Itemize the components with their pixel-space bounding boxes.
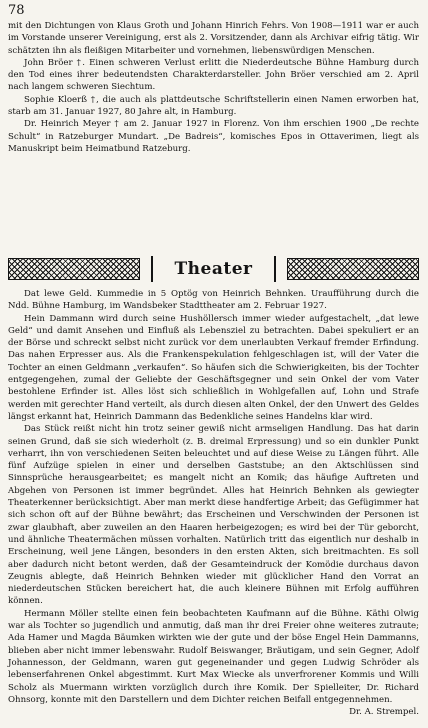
review-critique: Das Stück reißt nicht hin trotz seiner gewiß nicht armseligen Handlung. Das hat darin seinen Grund, daß sie sich wiederholt (z. B. dreimal Erpressung) und so ein dunkler Punkt verharrt, ihn von verschiedenen Seiten beleuchtet und auf diese Weise zu Längen führt. Alle fünf Aufzüge spielen in einer und derselben Gaststube; an den Aktschlüssen sind Sinnsprüche herausgearbeitet; es mangelt nicht an Komik; das häufige Auftreten und Abgehen von Personen ist immer begründet. Alles hat Heinrich Behnken als gewiegter Theaterkenner berücksichtigt. Aber man merkt diese handfertige Arbeit; das Gefügimmer hat sich schon oft auf der Bühne bewährt; das Erscheinen und Verschwinden der Personen ist zwar glaubhaft, aber zuweilen an den Haaren herbeigezogen; es wird bei der Tür geborcht, und ähnliche Theatermächen müssen vorhalten. Natürlich tritt das eigentlich nur deshalb in Erscheinung, weil jene Längen, besonders in den ersten Akten, sich breitmachten. Es soll aber dadurch nicht betont werden, daß der Gesamteindruck der Komödie durchaus davon Zeugnis ablegte, daß Heinrich Behnken wieder mit glücklicher Hand den Vorrat an niederdeutschen Stücken bereichert hat, die auch kleinere Bühnen mit Erfolg aufführen können. xyxy=(8,424,419,607)
review-signature: Dr. A. Strempel. xyxy=(349,707,419,718)
review-plot: Hein Dammann wird durch seine Hushöllersch immer wieder aufgestachelt, „dat lewe Geld“ und damit Ansehen und Einfluß als Lebensziel zu betrachten. Dabei spekuliert er an der Börse und schreckt selbst nicht zurück vor dem unerlaubten Verkauf fremder Erfindung. Das nahen Erpresser aus. Als die Frankenspekulation fehlgeschlagen ist, will der Vater die Tochter an einen Geldmann „verkaufen“. So häufen sich die Schwierigkeiten, bis der Tochter entgegengehen, zumal der Geliebte der Geschäftsgegner und sein Onkel der vom Vater bestohlene Erfinder ist. Alles löst sich schließlich in Wohlgefallen auf, Lohn und Strafe werden mit gerechter Hand verteilt, als durch diesen alten Onkel, der den Unwert des Geldes längst erkannt hat, Heinrich Dammann das Bedenkliche seines Handelns klar wird. xyxy=(8,313,419,422)
review-cast: Hermann Möller stellte einen fein beobachteten Kaufmann auf die Bühne. Käthi Olwig war als Tochter so jugendlich und anmutig, daß man ihr drei Freier ohne weiteres zutraute; Ada Hamer und Magda Bäumken wirkten wie der gute und der böse Engel Hein Dammanns, blieben aber nicht immer lebenswahr. Rudolf Beiswanger, Bräutigam, und sein Gegner, Adolf Johannesson, der Geldmann, waren gut gegeneinander und gegen Ludwig Schröder als lebenserfahrenen Onkel abgestimmt. Kurt Max Wiecke als unverfrorener Kommis und Willi Scholz als Muermann wirkten vorzüglich durch ihre Komik. Der Spielleiter, Dr. Richard Ohnsorg, konnte mit den Darstellern und dem Dichter reichen Beifall entgegennehmen. xyxy=(8,608,419,705)
obituary-heinrich-meyer: Dr. Heinrich Meyer † am 2. Januar 1927 in Florenz. Von ihm erschien 1900 „De rechte Schult“ in Ratzeburger Mundart. „De Badreis“, komisches Epos in Ottaverimen, liegt als Manuskript beim Heimatbund Ratzeburg. xyxy=(8,119,419,154)
obituary-sophie-kloerss: Sophie Kloerß †, die auch als plattdeutsche Schriftstellerin einen Namen erworben hat, starb am 31. Januar 1927, 80 Jahre alt, in Hamburg. xyxy=(8,94,419,118)
section-title: Theater xyxy=(151,256,277,282)
obituaries-section xyxy=(8,20,419,155)
page-number: 78 xyxy=(8,3,25,18)
obituary-john-broeer: John Bröer †. Einen schweren Verlust erlitt die Niederdeutsche Bühne Hamburg durch den Tod eines ihrer bedeutendsten Charakterdarsteller. John Bröer verschied am 2. April nach langem schweren Siechtum. xyxy=(8,57,419,93)
review-heading: Dat lewe Geld. Kummedie in 5 Optög von Heinrich Behnken. Uraufführung durch die Ndd. Bühne Hamburg, im Wandsbeker Stadttheater am 2. Februar 1927. xyxy=(8,289,419,312)
obituary-fehrs-continuation: mit den Dichtungen von Klaus Groth und Johann Hinrich Fehrs. Von 1908—1911 war er auch im Vorstande unserer Vereinigung, erst als 2. Vorsitzender, dann als Archivar eifrig tätig. Wir schätzten ihn als fleißigen Mitarbeiter und vornehmen, liebenswürdigen Menschen. xyxy=(8,21,419,56)
ornament-left-icon xyxy=(8,258,140,280)
theater-review xyxy=(8,288,419,718)
section-banner xyxy=(8,255,419,283)
ornament-right-icon xyxy=(287,258,419,280)
